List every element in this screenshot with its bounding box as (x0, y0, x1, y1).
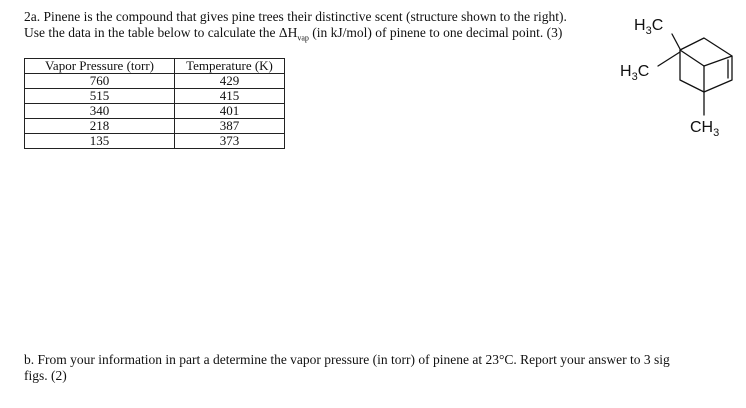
question-2a (24, 9, 624, 47)
cell-temperature: 415 (175, 89, 285, 104)
pinene-structure-diagram (600, 0, 746, 150)
table-row (25, 74, 285, 89)
bond-top-methyl (672, 34, 680, 49)
vapor-pressure-table (24, 58, 285, 149)
vap-subscript: vap (297, 33, 309, 43)
top-methyl-label: $H_3C$ (634, 17, 664, 37)
question-2a-line2-start: Use the data in the table below to calculate the ΔH (24, 25, 298, 40)
cell-pressure: 135 (25, 134, 175, 149)
question-2a-line2 (24, 25, 624, 47)
table-row (25, 104, 285, 119)
cell-temperature: 373 (175, 134, 285, 149)
cell-pressure: 218 (25, 119, 175, 134)
cell-pressure: 760 (25, 74, 175, 89)
cell-temperature: 429 (175, 74, 285, 89)
header-temperature: Temperature (K) (175, 59, 285, 74)
question-2a-line2-end: (in kJ/mol) of pinene to one decimal point. (3) (308, 25, 563, 40)
question-2b (24, 352, 724, 384)
question-2a-line1: 2a. Pinene is the compound that gives pine trees their distinctive scent (structure shown to the right). (24, 9, 567, 24)
question-2b-line1: b. From your information in part a determine the vapor pressure (in torr) of pinene at 23°C. Report your answer to 3 sig (24, 352, 670, 367)
table-header-row (25, 59, 285, 74)
left-methyl-label: $H_3C$ (620, 63, 650, 83)
bond-left-methyl (658, 52, 680, 66)
cell-temperature: 387 (175, 119, 285, 134)
table-row (25, 89, 285, 104)
table-row (25, 119, 285, 134)
vapor-pressure-table-container (24, 58, 285, 149)
header-vapor-pressure: Vapor Pressure (torr) (25, 59, 175, 74)
bottom-methyl-label: $CH_3$ (690, 119, 720, 139)
cell-pressure: 340 (25, 104, 175, 119)
question-2b-line2: figs. (2) (24, 368, 67, 383)
table-row (25, 134, 285, 149)
cell-pressure: 515 (25, 89, 175, 104)
cell-temperature: 401 (175, 104, 285, 119)
bond-bridge-a (680, 50, 704, 66)
